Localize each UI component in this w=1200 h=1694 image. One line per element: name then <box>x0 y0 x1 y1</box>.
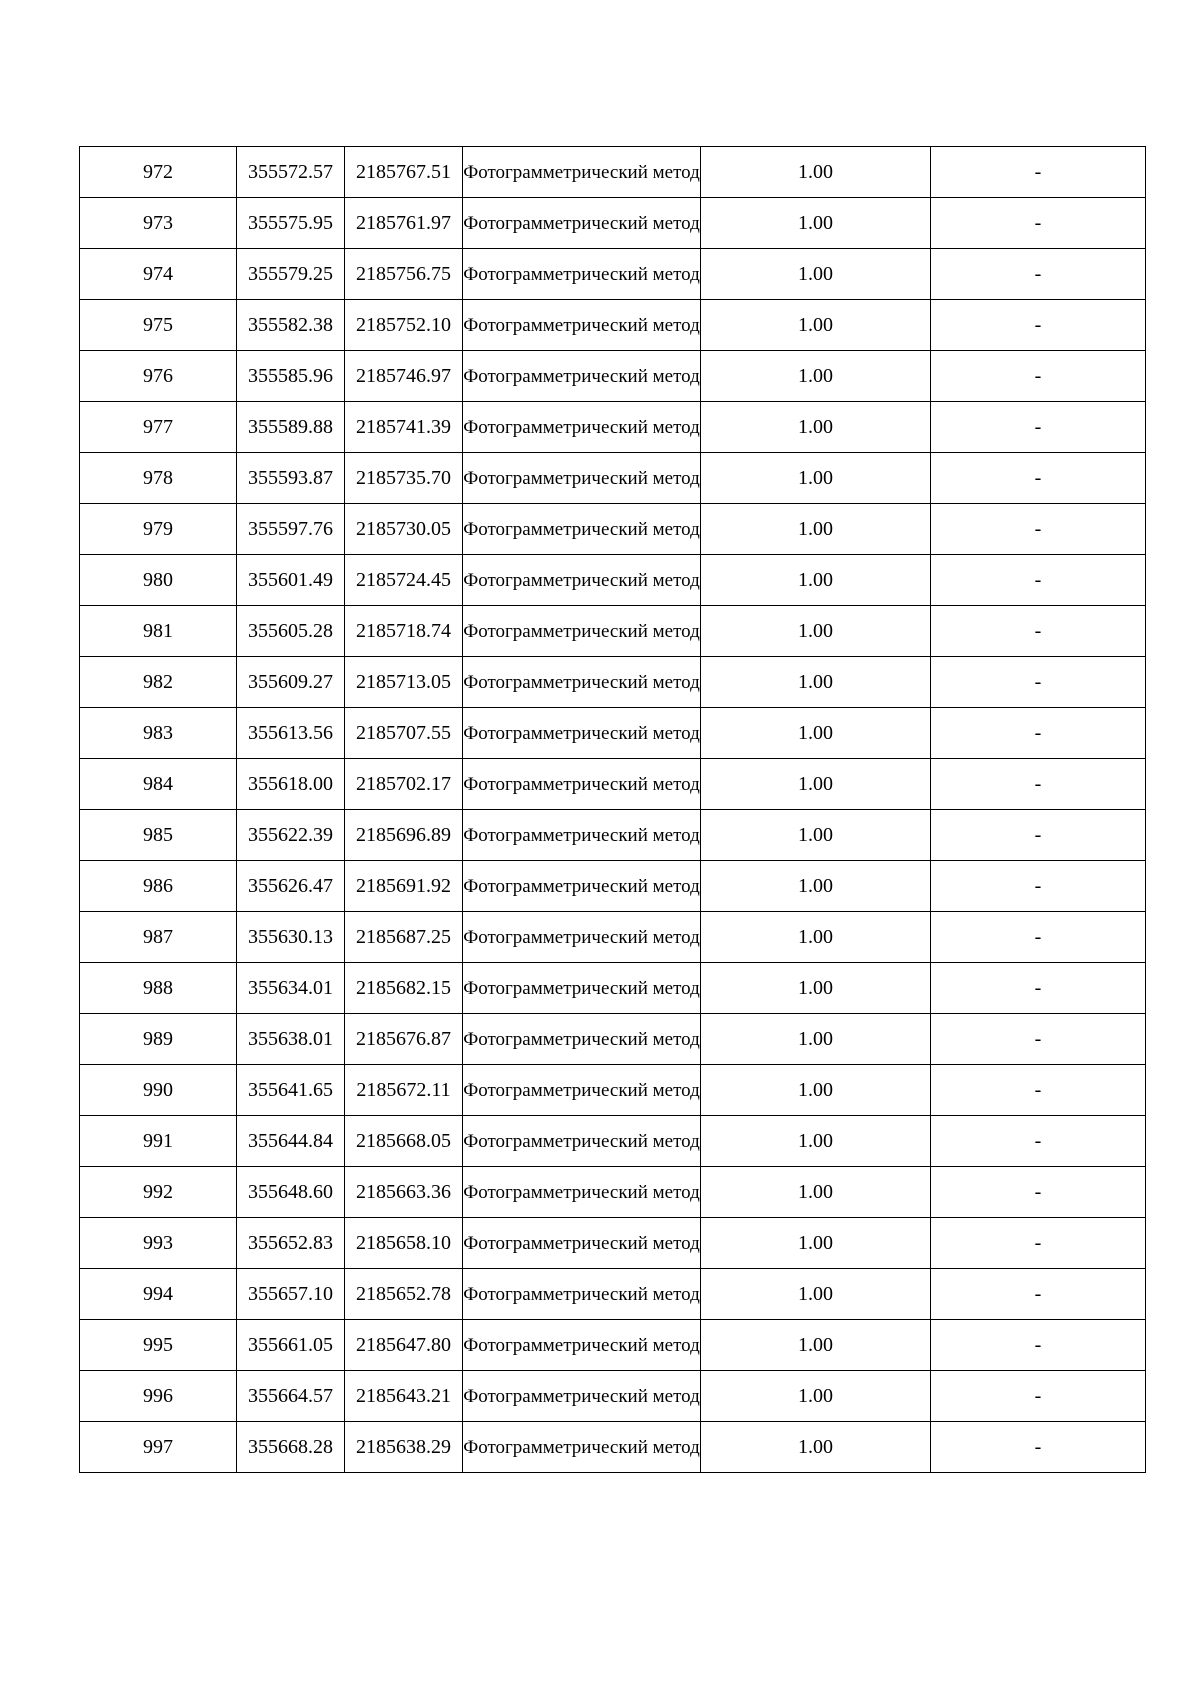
x-coordinate-cell: 355572.57 <box>237 147 345 198</box>
note-cell: - <box>931 504 1146 555</box>
method-cell: Фотограмметрический метод <box>463 1167 701 1218</box>
accuracy-cell: 1.00 <box>701 759 931 810</box>
point-number-cell: 972 <box>80 147 237 198</box>
y-coordinate-cell: 2185767.51 <box>345 147 463 198</box>
note-cell: - <box>931 351 1146 402</box>
accuracy-cell: 1.00 <box>701 1218 931 1269</box>
point-number-cell: 973 <box>80 198 237 249</box>
method-cell: Фотограмметрический метод <box>463 1116 701 1167</box>
method-cell: Фотограмметрический метод <box>463 1269 701 1320</box>
method-cell: Фотограмметрический метод <box>463 198 701 249</box>
accuracy-cell: 1.00 <box>701 1422 931 1473</box>
note-cell: - <box>931 1014 1146 1065</box>
table-row <box>80 198 1146 249</box>
x-coordinate-cell: 355609.27 <box>237 657 345 708</box>
x-coordinate-cell: 355661.05 <box>237 1320 345 1371</box>
y-coordinate-cell: 2185735.70 <box>345 453 463 504</box>
point-number-cell: 982 <box>80 657 237 708</box>
point-number-cell: 984 <box>80 759 237 810</box>
x-coordinate-cell: 355618.00 <box>237 759 345 810</box>
x-coordinate-cell: 355657.10 <box>237 1269 345 1320</box>
point-number-cell: 987 <box>80 912 237 963</box>
note-cell: - <box>931 1422 1146 1473</box>
accuracy-cell: 1.00 <box>701 1371 931 1422</box>
table-row <box>80 963 1146 1014</box>
y-coordinate-cell: 2185741.39 <box>345 402 463 453</box>
note-cell: - <box>931 453 1146 504</box>
x-coordinate-cell: 355575.95 <box>237 198 345 249</box>
table-row <box>80 657 1146 708</box>
x-coordinate-cell: 355613.56 <box>237 708 345 759</box>
x-coordinate-cell: 355634.01 <box>237 963 345 1014</box>
method-cell: Фотограмметрический метод <box>463 555 701 606</box>
method-cell: Фотограмметрический метод <box>463 1371 701 1422</box>
point-number-cell: 989 <box>80 1014 237 1065</box>
x-coordinate-cell: 355589.88 <box>237 402 345 453</box>
coordinates-table <box>79 146 1146 1473</box>
accuracy-cell: 1.00 <box>701 453 931 504</box>
method-cell: Фотограмметрический метод <box>463 912 701 963</box>
accuracy-cell: 1.00 <box>701 300 931 351</box>
y-coordinate-cell: 2185752.10 <box>345 300 463 351</box>
point-number-cell: 979 <box>80 504 237 555</box>
table-row <box>80 1422 1146 1473</box>
x-coordinate-cell: 355668.28 <box>237 1422 345 1473</box>
accuracy-cell: 1.00 <box>701 198 931 249</box>
point-number-cell: 977 <box>80 402 237 453</box>
accuracy-cell: 1.00 <box>701 810 931 861</box>
method-cell: Фотограмметрический метод <box>463 453 701 504</box>
note-cell: - <box>931 249 1146 300</box>
accuracy-cell: 1.00 <box>701 1320 931 1371</box>
table-row <box>80 1218 1146 1269</box>
accuracy-cell: 1.00 <box>701 657 931 708</box>
y-coordinate-cell: 2185672.11 <box>345 1065 463 1116</box>
x-coordinate-cell: 355579.25 <box>237 249 345 300</box>
method-cell: Фотограмметрический метод <box>463 300 701 351</box>
coordinates-table-body <box>80 147 1146 1473</box>
method-cell: Фотограмметрический метод <box>463 504 701 555</box>
note-cell: - <box>931 1269 1146 1320</box>
note-cell: - <box>931 1065 1146 1116</box>
table-row <box>80 1065 1146 1116</box>
y-coordinate-cell: 2185756.75 <box>345 249 463 300</box>
point-number-cell: 974 <box>80 249 237 300</box>
y-coordinate-cell: 2185687.25 <box>345 912 463 963</box>
y-coordinate-cell: 2185682.15 <box>345 963 463 1014</box>
y-coordinate-cell: 2185713.05 <box>345 657 463 708</box>
y-coordinate-cell: 2185702.17 <box>345 759 463 810</box>
accuracy-cell: 1.00 <box>701 1116 931 1167</box>
note-cell: - <box>931 300 1146 351</box>
point-number-cell: 983 <box>80 708 237 759</box>
method-cell: Фотограмметрический метод <box>463 810 701 861</box>
note-cell: - <box>931 759 1146 810</box>
note-cell: - <box>931 708 1146 759</box>
accuracy-cell: 1.00 <box>701 504 931 555</box>
x-coordinate-cell: 355630.13 <box>237 912 345 963</box>
point-number-cell: 994 <box>80 1269 237 1320</box>
method-cell: Фотограмметрический метод <box>463 147 701 198</box>
accuracy-cell: 1.00 <box>701 351 931 402</box>
y-coordinate-cell: 2185718.74 <box>345 606 463 657</box>
table-row <box>80 300 1146 351</box>
table-row <box>80 402 1146 453</box>
method-cell: Фотограмметрический метод <box>463 249 701 300</box>
method-cell: Фотограмметрический метод <box>463 861 701 912</box>
method-cell: Фотограмметрический метод <box>463 1065 701 1116</box>
y-coordinate-cell: 2185643.21 <box>345 1371 463 1422</box>
y-coordinate-cell: 2185691.92 <box>345 861 463 912</box>
y-coordinate-cell: 2185647.80 <box>345 1320 463 1371</box>
point-number-cell: 980 <box>80 555 237 606</box>
point-number-cell: 991 <box>80 1116 237 1167</box>
table-row <box>80 606 1146 657</box>
method-cell: Фотограмметрический метод <box>463 1218 701 1269</box>
point-number-cell: 995 <box>80 1320 237 1371</box>
y-coordinate-cell: 2185658.10 <box>345 1218 463 1269</box>
table-row <box>80 1116 1146 1167</box>
point-number-cell: 992 <box>80 1167 237 1218</box>
point-number-cell: 981 <box>80 606 237 657</box>
method-cell: Фотограмметрический метод <box>463 402 701 453</box>
table-row <box>80 1269 1146 1320</box>
table-row <box>80 1371 1146 1422</box>
y-coordinate-cell: 2185663.36 <box>345 1167 463 1218</box>
point-number-cell: 985 <box>80 810 237 861</box>
note-cell: - <box>931 1320 1146 1371</box>
y-coordinate-cell: 2185696.89 <box>345 810 463 861</box>
point-number-cell: 996 <box>80 1371 237 1422</box>
note-cell: - <box>931 1371 1146 1422</box>
x-coordinate-cell: 355593.87 <box>237 453 345 504</box>
x-coordinate-cell: 355648.60 <box>237 1167 345 1218</box>
method-cell: Фотограмметрический метод <box>463 606 701 657</box>
note-cell: - <box>931 861 1146 912</box>
accuracy-cell: 1.00 <box>701 861 931 912</box>
note-cell: - <box>931 1218 1146 1269</box>
x-coordinate-cell: 355641.65 <box>237 1065 345 1116</box>
table-row <box>80 1167 1146 1218</box>
table-row <box>80 759 1146 810</box>
y-coordinate-cell: 2185730.05 <box>345 504 463 555</box>
accuracy-cell: 1.00 <box>701 147 931 198</box>
x-coordinate-cell: 355644.84 <box>237 1116 345 1167</box>
table-row <box>80 453 1146 504</box>
note-cell: - <box>931 198 1146 249</box>
x-coordinate-cell: 355597.76 <box>237 504 345 555</box>
method-cell: Фотограмметрический метод <box>463 1422 701 1473</box>
x-coordinate-cell: 355582.38 <box>237 300 345 351</box>
method-cell: Фотограмметрический метод <box>463 1014 701 1065</box>
method-cell: Фотограмметрический метод <box>463 759 701 810</box>
point-number-cell: 990 <box>80 1065 237 1116</box>
table-row <box>80 810 1146 861</box>
point-number-cell: 975 <box>80 300 237 351</box>
y-coordinate-cell: 2185746.97 <box>345 351 463 402</box>
y-coordinate-cell: 2185761.97 <box>345 198 463 249</box>
point-number-cell: 976 <box>80 351 237 402</box>
accuracy-cell: 1.00 <box>701 912 931 963</box>
table-row <box>80 555 1146 606</box>
note-cell: - <box>931 1167 1146 1218</box>
y-coordinate-cell: 2185638.29 <box>345 1422 463 1473</box>
method-cell: Фотограмметрический метод <box>463 963 701 1014</box>
note-cell: - <box>931 657 1146 708</box>
point-number-cell: 997 <box>80 1422 237 1473</box>
note-cell: - <box>931 1116 1146 1167</box>
table-row <box>80 861 1146 912</box>
y-coordinate-cell: 2185652.78 <box>345 1269 463 1320</box>
accuracy-cell: 1.00 <box>701 1014 931 1065</box>
point-number-cell: 993 <box>80 1218 237 1269</box>
x-coordinate-cell: 355601.49 <box>237 555 345 606</box>
table-row <box>80 912 1146 963</box>
method-cell: Фотограмметрический метод <box>463 351 701 402</box>
note-cell: - <box>931 912 1146 963</box>
table-row <box>80 249 1146 300</box>
accuracy-cell: 1.00 <box>701 606 931 657</box>
accuracy-cell: 1.00 <box>701 402 931 453</box>
y-coordinate-cell: 2185724.45 <box>345 555 463 606</box>
y-coordinate-cell: 2185676.87 <box>345 1014 463 1065</box>
note-cell: - <box>931 555 1146 606</box>
table-row <box>80 1320 1146 1371</box>
accuracy-cell: 1.00 <box>701 708 931 759</box>
table-row <box>80 504 1146 555</box>
note-cell: - <box>931 606 1146 657</box>
x-coordinate-cell: 355605.28 <box>237 606 345 657</box>
note-cell: - <box>931 147 1146 198</box>
accuracy-cell: 1.00 <box>701 249 931 300</box>
point-number-cell: 978 <box>80 453 237 504</box>
accuracy-cell: 1.00 <box>701 1065 931 1116</box>
x-coordinate-cell: 355638.01 <box>237 1014 345 1065</box>
table-row <box>80 708 1146 759</box>
accuracy-cell: 1.00 <box>701 963 931 1014</box>
note-cell: - <box>931 810 1146 861</box>
point-number-cell: 988 <box>80 963 237 1014</box>
method-cell: Фотограмметрический метод <box>463 1320 701 1371</box>
accuracy-cell: 1.00 <box>701 1167 931 1218</box>
y-coordinate-cell: 2185668.05 <box>345 1116 463 1167</box>
x-coordinate-cell: 355652.83 <box>237 1218 345 1269</box>
note-cell: - <box>931 402 1146 453</box>
accuracy-cell: 1.00 <box>701 1269 931 1320</box>
x-coordinate-cell: 355585.96 <box>237 351 345 402</box>
x-coordinate-cell: 355622.39 <box>237 810 345 861</box>
y-coordinate-cell: 2185707.55 <box>345 708 463 759</box>
method-cell: Фотограмметрический метод <box>463 657 701 708</box>
point-number-cell: 986 <box>80 861 237 912</box>
x-coordinate-cell: 355626.47 <box>237 861 345 912</box>
table-row <box>80 1014 1146 1065</box>
accuracy-cell: 1.00 <box>701 555 931 606</box>
method-cell: Фотограмметрический метод <box>463 708 701 759</box>
table-row <box>80 147 1146 198</box>
x-coordinate-cell: 355664.57 <box>237 1371 345 1422</box>
note-cell: - <box>931 963 1146 1014</box>
table-row <box>80 351 1146 402</box>
